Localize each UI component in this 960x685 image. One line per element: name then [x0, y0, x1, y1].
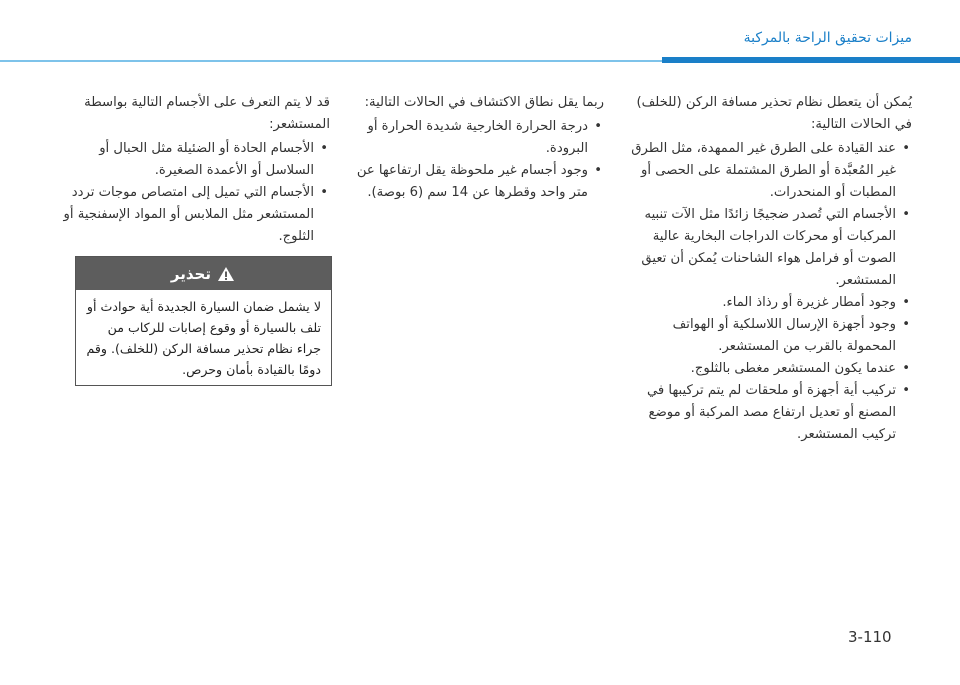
- warning-triangle-icon: [217, 266, 235, 282]
- right-column: [630, 92, 912, 446]
- right-column-heading: يُمكن أن يتعطل نظام تحذير مسافة الركن (للخلف) في الحالات التالية:: [636, 95, 912, 132]
- list-item: • عند القيادة على الطرق غير الممهدة، مثل الطرق غير المُعبَّدة أو الطرق المشتملة على الحصى أو المطبات أو المنحدرات.: [630, 138, 912, 204]
- warning-header: [76, 257, 331, 290]
- warning-box: [75, 256, 332, 386]
- list-item: • وجود أمطار غزيرة أو رذاذ الماء.: [630, 292, 912, 314]
- header-title: ميزات تحقيق الراحة بالمركبة: [743, 30, 912, 46]
- middle-column: [336, 92, 604, 204]
- left-column-list: [48, 138, 330, 248]
- left-column: [48, 92, 330, 248]
- list-item: • الأجسام التي تميل إلى امتصاص موجات تردد المستشعر مثل الملابس أو المواد الإسفنجية أو الثلوج.: [48, 182, 330, 248]
- list-item: • الأجسام الحادة أو الضئيلة مثل الحبال أو السلاسل أو الأعمدة الصغيرة.: [48, 138, 330, 182]
- list-item: • تركيب أية أجهزة أو ملحقات لم يتم تركيبها في المصنع أو تعديل ارتفاع مصد المركبة أو موضع تركيب المستشعر.: [630, 380, 912, 446]
- list-item: • عندما يكون المستشعر مغطى بالثلوج.: [630, 358, 912, 380]
- warning-title: تحذير: [170, 264, 211, 283]
- list-item: • وجود أجهزة الإرسال اللاسلكية أو الهواتف المحمولة بالقرب من المستشعر.: [630, 314, 912, 358]
- list-item: • الأجسام التي تُصدر ضجيجًا زائدًا مثل الآت تنبيه المركبات أو محركات الدراجات البخارية عالية الصوت أو فرامل هواء الشاحنات يُمكن أن تعيق المستشعر.: [630, 204, 912, 292]
- middle-column-heading: ربما يقل نطاق الاكتشاف في الحالات التالية:: [364, 95, 604, 110]
- left-column-heading: قد لا يتم التعرف على الأجسام التالية بواسطة المستشعر:: [84, 95, 330, 132]
- page-number: 3-110: [848, 628, 892, 646]
- warning-text: لا يشمل ضمان السيارة الجديدة أية حوادث أو تلف بالسيارة أو وقوع إصابات للركاب من جراء نظام تحذير مسافة الركن (للخلف). وقم دومًا بالقيادة بأمان وحرص.: [86, 299, 321, 377]
- middle-column-list: [336, 116, 604, 204]
- header-divider-accent: [662, 57, 960, 63]
- list-item: • وجود أجسام غير ملحوظة يقل ارتفاعها عن متر واحد وقطرها عن 14 سم (6 بوصة).: [336, 160, 604, 204]
- list-item: • درجة الحرارة الخارجية شديدة الحرارة أو البرودة.: [336, 116, 604, 160]
- right-column-list: [630, 138, 912, 446]
